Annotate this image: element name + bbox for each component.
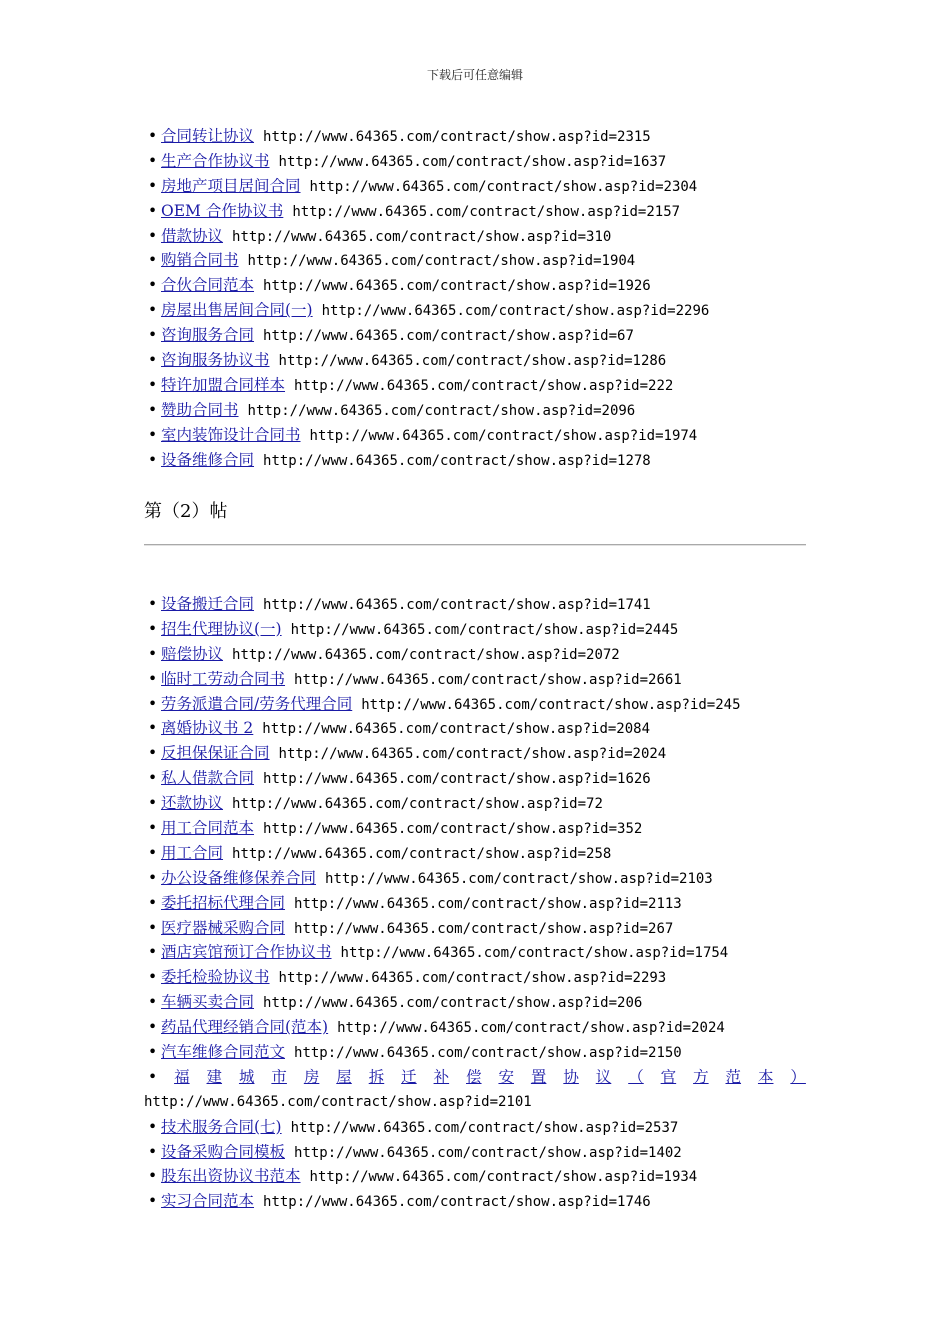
- contract-link-char[interactable]: 安: [498, 1067, 514, 1086]
- list-item: [144, 323, 806, 348]
- contract-link[interactable]: 咨询服务协议书: [161, 351, 270, 370]
- contract-link[interactable]: 借款协议: [161, 226, 224, 245]
- bullet-icon: •: [148, 1142, 158, 1161]
- list-item: [144, 298, 806, 323]
- list-item: [144, 916, 806, 941]
- bullet-icon: •: [148, 993, 158, 1012]
- contract-link[interactable]: 反担保保证合同: [161, 744, 270, 763]
- bullet-icon: •: [148, 893, 158, 912]
- contract-link-char[interactable]: （: [628, 1067, 644, 1086]
- list-item: [144, 1140, 806, 1165]
- contract-link[interactable]: 劳务派遣合同/劳务代理合同: [161, 694, 353, 713]
- bullet-icon: •: [148, 326, 158, 345]
- list-item: [144, 965, 806, 990]
- bullet-icon: •: [148, 127, 158, 145]
- contract-link-char[interactable]: 迁: [401, 1067, 417, 1086]
- bullet-icon: •: [148, 619, 158, 638]
- bullet-icon: •: [148, 151, 158, 170]
- contract-link-char[interactable]: 市: [271, 1067, 287, 1086]
- bullet-icon: •: [148, 694, 158, 713]
- contract-url: http://www.64365.com/contract/show.asp?id=1974: [309, 427, 698, 444]
- contract-link-char[interactable]: 屋: [336, 1067, 352, 1086]
- bullet-icon: •: [148, 918, 158, 937]
- contract-list-1: [144, 124, 806, 472]
- contract-url: http://www.64365.com/contract/show.asp?id=67: [263, 328, 634, 345]
- contract-url: http://www.64365.com/contract/show.asp?id=1746: [263, 1194, 651, 1211]
- contract-url: http://www.64365.com/contract/show.asp?id=2113: [294, 895, 682, 912]
- bullet-icon: •: [148, 1167, 158, 1186]
- list-item: [144, 348, 806, 373]
- bullet-icon: •: [148, 1043, 158, 1062]
- contract-link-char[interactable]: 偿: [466, 1067, 482, 1086]
- contract-url: http://www.64365.com/contract/show.asp?id=1741: [263, 597, 651, 613]
- bullet-icon: •: [148, 276, 158, 295]
- bullet-icon: •: [148, 1117, 158, 1136]
- list-item: [144, 667, 806, 692]
- contract-link[interactable]: 私人借款合同: [161, 769, 255, 788]
- bullet-icon: •: [148, 843, 158, 862]
- contract-url: http://www.64365.com/contract/show.asp?id=258: [232, 845, 612, 862]
- contract-url: http://www.64365.com/contract/show.asp?id=2157: [292, 203, 681, 220]
- bullet-icon: •: [148, 301, 158, 320]
- bullet-icon: •: [148, 744, 158, 763]
- contract-link[interactable]: 设备维修合同: [161, 450, 255, 469]
- list-item: [144, 866, 806, 891]
- list-item: [144, 124, 806, 149]
- list-item: [144, 273, 806, 298]
- bullet-icon: •: [148, 226, 158, 245]
- list-item: [144, 891, 806, 916]
- horizontal-divider: [144, 544, 806, 546]
- list-item: [144, 248, 806, 273]
- list-item-justified[interactable]: [144, 1065, 806, 1090]
- contract-link-char[interactable]: 协: [563, 1067, 579, 1086]
- list-item: [144, 423, 806, 448]
- contract-link[interactable]: 赞助合同书: [161, 400, 239, 419]
- bullet-icon: •: [148, 794, 158, 813]
- contract-link[interactable]: 设备采购合同模板: [161, 1142, 286, 1161]
- contract-link[interactable]: 汽车维修合同范文: [161, 1043, 286, 1062]
- list-item: [144, 398, 806, 423]
- list-item: [144, 1015, 806, 1040]
- contract-link[interactable]: 合伙合同范本: [161, 276, 255, 295]
- contract-link-char[interactable]: 范: [725, 1067, 742, 1086]
- list-item: [144, 791, 806, 816]
- contract-link-char[interactable]: 议: [595, 1067, 612, 1086]
- contract-link[interactable]: 购销合同书: [161, 251, 239, 270]
- bullet-icon: •: [148, 425, 158, 444]
- contract-link-char[interactable]: 拆: [368, 1067, 385, 1086]
- bullet-icon: •: [148, 400, 158, 419]
- contract-url: http://www.64365.com/contract/show.asp?id=72: [232, 796, 603, 813]
- bullet-icon: •: [148, 644, 158, 663]
- section-title: 第（2）帖: [144, 501, 228, 522]
- contract-link-char[interactable]: 建: [206, 1067, 223, 1086]
- contract-url: http://www.64365.com/contract/show.asp?id=2315: [263, 129, 651, 145]
- contract-url: http://www.64365.com/contract/show.asp?id=2293: [278, 970, 667, 987]
- contract-link-char[interactable]: 房: [303, 1067, 320, 1086]
- contract-url: http://www.64365.com/contract/show.asp?id=2661: [294, 671, 682, 688]
- contract-url: http://www.64365.com/contract/show.asp?id=310: [232, 228, 612, 245]
- contract-url: http://www.64365.com/contract/show.asp?id=1637: [278, 153, 667, 170]
- bullet-icon: •: [148, 868, 158, 887]
- list-item: [144, 940, 806, 965]
- contract-url: http://www.64365.com/contract/show.asp?id=267: [294, 920, 674, 937]
- contract-link[interactable]: 离婚协议书 2: [161, 719, 254, 738]
- list-item: [144, 816, 806, 841]
- contract-url: http://www.64365.com/contract/show.asp?id=2084: [262, 721, 651, 738]
- list-item: [144, 990, 806, 1015]
- contract-url: http://www.64365.com/contract/show.asp?id=222: [294, 377, 674, 394]
- contract-url: http://www.64365.com/contract/show.asp?id=2103: [325, 870, 713, 887]
- contract-link-char[interactable]: 福: [174, 1067, 190, 1086]
- contract-link[interactable]: 赔偿协议: [161, 644, 224, 663]
- contract-url: http://www.64365.com/contract/show.asp?id=2101: [144, 1093, 532, 1110]
- list-item: [144, 617, 806, 642]
- list-item: [144, 224, 806, 249]
- contract-url: http://www.64365.com/contract/show.asp?id=1402: [294, 1144, 682, 1161]
- contract-url: http://www.64365.com/contract/show.asp?id=1904: [247, 253, 636, 270]
- list-item: [144, 841, 806, 866]
- bullet-icon: •: [148, 351, 158, 370]
- contract-link[interactable]: 合同转让协议: [161, 127, 255, 145]
- contract-url: http://www.64365.com/contract/show.asp?id=2296: [321, 303, 710, 320]
- contract-link[interactable]: 酒店宾馆预订合作协议书: [161, 943, 332, 962]
- bullet-icon: •: [148, 819, 158, 838]
- contract-link[interactable]: 设备搬迁合同: [161, 595, 255, 613]
- page-header: 下载后可任意编辑: [426, 68, 523, 82]
- list-item: [144, 199, 806, 224]
- list-item: [144, 1164, 806, 1189]
- bullet-icon: •: [148, 1192, 158, 1211]
- bullet-icon: •: [148, 450, 158, 469]
- contract-url: http://www.64365.com/contract/show.asp?id=1278: [263, 452, 651, 469]
- contract-link[interactable]: 技术服务合同(七): [161, 1117, 282, 1136]
- contract-link[interactable]: 生产合作协议书: [161, 151, 270, 170]
- contract-link[interactable]: 特许加盟合同样本: [161, 375, 286, 394]
- list-item: [144, 642, 806, 667]
- list-item: [144, 174, 806, 199]
- contract-url: http://www.64365.com/contract/show.asp?id=1286: [278, 353, 667, 370]
- contract-url: http://www.64365.com/contract/show.asp?id=2445: [290, 621, 679, 638]
- contract-link-char[interactable]: 城: [238, 1067, 255, 1086]
- list-item: [144, 149, 806, 174]
- list-item: [144, 448, 806, 473]
- contract-link-char[interactable]: 方: [693, 1067, 709, 1086]
- bullet-icon: •: [148, 201, 158, 220]
- contract-link[interactable]: 股东出资协议书范本: [161, 1167, 301, 1186]
- contract-url: http://www.64365.com/contract/show.asp?id=2304: [309, 178, 698, 195]
- bullet-icon: •: [148, 1067, 158, 1086]
- contract-link-char[interactable]: 官: [660, 1067, 677, 1086]
- list-item: [144, 766, 806, 791]
- list-item: [144, 716, 806, 741]
- contract-link-char[interactable]: 本: [757, 1067, 774, 1086]
- contract-link[interactable]: 药品代理经销合同(范本): [161, 1018, 329, 1037]
- list-item: [144, 373, 806, 398]
- contract-link[interactable]: 房屋出售居间合同(一): [161, 301, 313, 320]
- contract-url: http://www.64365.com/contract/show.asp?id=1934: [309, 1169, 698, 1186]
- contract-link[interactable]: 招生代理协议(一): [161, 619, 282, 638]
- contract-url: http://www.64365.com/contract/show.asp?id=2096: [247, 402, 636, 419]
- contract-url: http://www.64365.com/contract/show.asp?id=1754: [340, 945, 729, 962]
- list-item: [144, 1189, 806, 1214]
- bullet-icon: •: [148, 1018, 158, 1037]
- contract-link-char[interactable]: ）: [790, 1067, 806, 1086]
- contract-url: http://www.64365.com/contract/show.asp?id=245: [361, 696, 741, 713]
- contract-url: http://www.64365.com/contract/show.asp?id=2024: [337, 1020, 725, 1037]
- bullet-icon: •: [148, 719, 158, 738]
- contract-link[interactable]: 咨询服务合同: [161, 326, 255, 345]
- contract-link[interactable]: 医疗器械采购合同: [161, 918, 286, 937]
- bullet-icon: •: [148, 595, 158, 613]
- contract-link-char[interactable]: 补: [433, 1067, 450, 1086]
- list-item: [144, 592, 806, 617]
- contract-link[interactable]: 车辆买卖合同: [161, 993, 255, 1012]
- contract-link[interactable]: 用工合同范本: [161, 819, 255, 838]
- list-item: [144, 692, 806, 717]
- contract-link[interactable]: 委托招标代理合同: [161, 893, 286, 912]
- contract-url: http://www.64365.com/contract/show.asp?id=2024: [278, 746, 667, 763]
- bullet-icon: •: [148, 669, 158, 688]
- list-item: [144, 1040, 806, 1065]
- bullet-icon: •: [148, 943, 158, 962]
- bullet-icon: •: [148, 176, 158, 195]
- contract-link[interactable]: 实习合同范本: [161, 1192, 255, 1211]
- contract-link[interactable]: 房地产项目居间合同: [161, 176, 301, 195]
- contract-url: http://www.64365.com/contract/show.asp?id=1626: [263, 771, 651, 788]
- bullet-icon: •: [148, 769, 158, 788]
- contract-url: http://www.64365.com/contract/show.asp?id=206: [263, 995, 643, 1012]
- contract-url: http://www.64365.com/contract/show.asp?id=352: [263, 821, 643, 838]
- contract-link[interactable]: 临时工劳动合同书: [161, 669, 286, 688]
- contract-url: http://www.64365.com/contract/show.asp?id=1926: [263, 278, 651, 295]
- contract-link[interactable]: 还款协议: [161, 794, 224, 813]
- bullet-icon: •: [148, 251, 158, 270]
- contract-list-2: [144, 592, 806, 1214]
- bullet-icon: •: [148, 968, 158, 987]
- bullet-icon: •: [148, 375, 158, 394]
- contract-link-char[interactable]: 置: [530, 1067, 547, 1086]
- contract-url: http://www.64365.com/contract/show.asp?id=2537: [290, 1119, 679, 1136]
- contract-link[interactable]: OEM 合作协议书: [161, 201, 284, 220]
- list-item: [144, 741, 806, 766]
- contract-link[interactable]: 委托检验协议书: [161, 968, 270, 987]
- contract-url: http://www.64365.com/contract/show.asp?id=2150: [294, 1045, 682, 1062]
- list-item: [144, 1115, 806, 1140]
- contract-link[interactable]: 室内装饰设计合同书: [161, 425, 301, 444]
- contract-link[interactable]: 办公设备维修保养合同: [161, 868, 317, 887]
- contract-url: http://www.64365.com/contract/show.asp?id=2072: [232, 646, 620, 663]
- contract-link[interactable]: 用工合同: [161, 843, 224, 862]
